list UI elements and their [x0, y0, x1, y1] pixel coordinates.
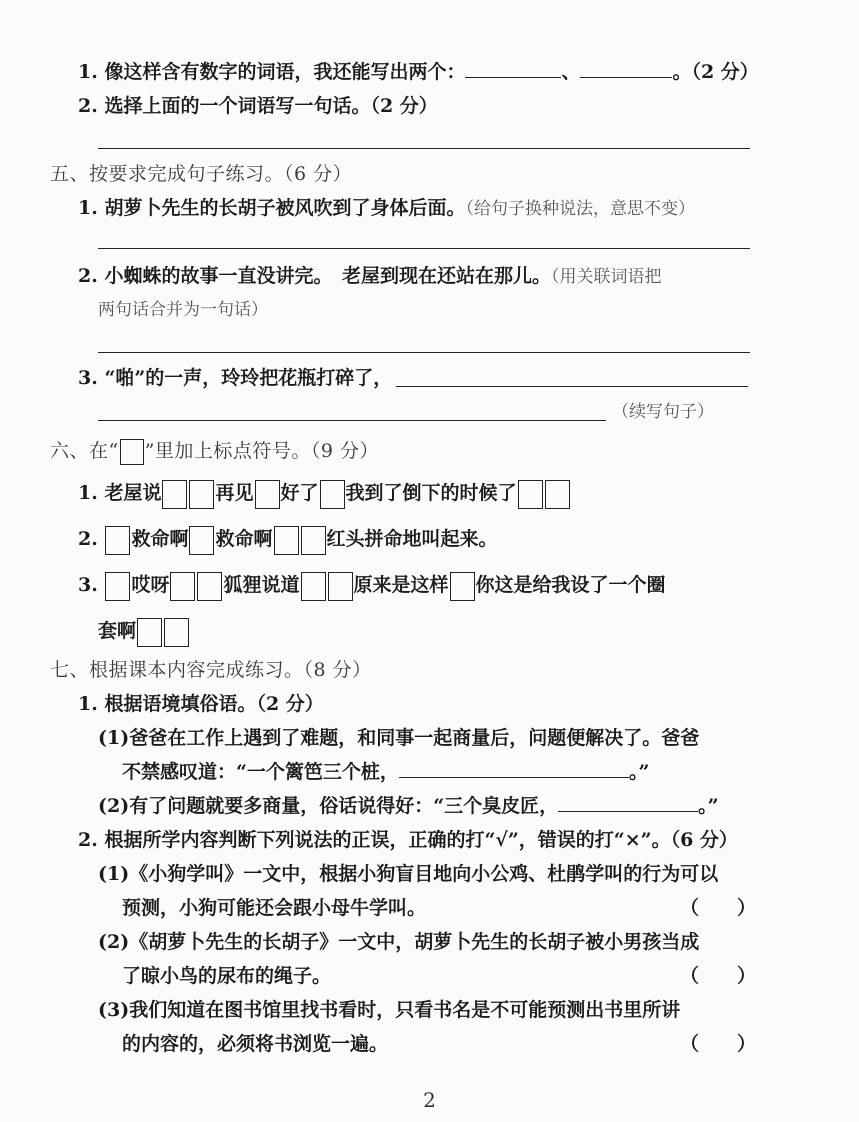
part5-q3: 3. “啪”的一声，玲玲把花瓶打碎了，: [78, 367, 393, 389]
page-number: 2: [423, 1088, 436, 1112]
punct-box[interactable]: [328, 572, 353, 601]
punct-box[interactable]: [301, 526, 326, 555]
part7-q2-b: (2)《胡萝卜先生的长胡子》一文中，胡萝卜先生的长胡子被小男孩当成: [98, 931, 700, 953]
punct-box[interactable]: [255, 480, 280, 509]
answer-line[interactable]: [396, 386, 748, 387]
part7-q1-a: (1)爸爸在工作上遇到了难题，和同事一起商量后，问题便解决了。爸爸: [98, 727, 700, 749]
part5-q1: 1. 胡萝卜先生的长胡子被风吹到了身体后面。（给句子换种说法，意思不变）: [78, 197, 695, 219]
punct-box[interactable]: [164, 618, 189, 647]
part7-title: 七、根据课本内容完成练习。（8 分）: [50, 659, 372, 681]
punct-box[interactable]: [170, 572, 195, 601]
answer-blank[interactable]: [399, 759, 629, 778]
answer-parens[interactable]: （ ）: [680, 1033, 757, 1055]
part6-q3: 3. 哎呀 狐狸说道 原来是这样 你这是给我设了一个圈: [78, 570, 666, 601]
punct-box[interactable]: [301, 572, 326, 601]
part7-q1: 1. 根据语境填俗语。（2 分）: [78, 693, 324, 715]
part4-q2: 2. 选择上面的一个词语写一句话。（2 分）: [78, 95, 438, 117]
part6-q3-cont: 套啊: [98, 616, 190, 647]
answer-blank[interactable]: [558, 793, 698, 812]
part7-q1-b: (2)有了问题就要多商量，俗话说得好：“三个臭皮匠， 。”: [98, 795, 719, 817]
punct-box[interactable]: [545, 480, 570, 509]
part6-q1: 1. 老屋说 再见 好了 我到了倒下的时候了: [78, 478, 571, 509]
answer-blank[interactable]: [580, 59, 672, 78]
punct-box[interactable]: [105, 526, 130, 555]
part4-q1: 1. 像这样含有数字的词语，我还能写出两个： 、 。（2 分）: [78, 61, 759, 83]
punct-box[interactable]: [274, 526, 299, 555]
punct-box[interactable]: [189, 480, 214, 509]
part6-q2: 2. 救命啊 救命啊 红头拼命地叫起来。: [78, 524, 498, 555]
punct-box[interactable]: [105, 572, 130, 601]
punct-box[interactable]: [450, 572, 475, 601]
part7-q2-a: (1)《小狗学叫》一文中，根据小狗盲目地向小公鸡、杜鹃学叫的行为可以: [98, 863, 719, 885]
punct-box[interactable]: [197, 572, 222, 601]
part7-q2-a-2: 预测，小狗可能还会跟小母牛学叫。: [122, 897, 427, 919]
punct-box[interactable]: [162, 480, 187, 509]
sample-box: [120, 439, 144, 465]
answer-blank[interactable]: [465, 59, 561, 78]
punct-box[interactable]: [320, 480, 345, 509]
answer-parens[interactable]: （ ）: [680, 897, 757, 919]
punct-box[interactable]: [137, 618, 162, 647]
answer-line[interactable]: [98, 248, 750, 249]
punct-box[interactable]: [518, 480, 543, 509]
part7-q1-a-2: 不禁感叹道：“一个篱笆三个桩， 。”: [122, 761, 650, 783]
answer-line[interactable]: [98, 420, 606, 421]
part7-q2-b-2: 了晾小鸟的尿布的绳子。: [122, 965, 332, 987]
part5-q2: 2. 小蜘蛛的故事一直没讲完。 老屋到现在还站在那儿。（用关联词语把: [78, 265, 662, 287]
answer-line[interactable]: [98, 352, 750, 353]
answer-parens[interactable]: （ ）: [680, 965, 757, 987]
punct-box[interactable]: [189, 526, 214, 555]
answer-line[interactable]: [98, 148, 750, 149]
part5-q2-note: 两句话合并为一句话）: [98, 300, 268, 320]
part7-q2-c: (3)我们知道在图书馆里找书看时，只看书名是不可能预测出书里所讲: [98, 999, 681, 1021]
part7-q2: 2. 根据所学内容判断下列说法的正误，正确的打“√”，错误的打“×”。（6 分）: [78, 829, 738, 851]
part5-title: 五、按要求完成句子练习。（6 分）: [50, 163, 353, 185]
part6-title: 六、在“ ”里加上标点符号。（9 分）: [50, 437, 379, 465]
part7-q2-c-2: 的内容的，必须将书浏览一遍。: [122, 1033, 389, 1055]
part5-q3-note: （续写句子）: [612, 402, 714, 422]
